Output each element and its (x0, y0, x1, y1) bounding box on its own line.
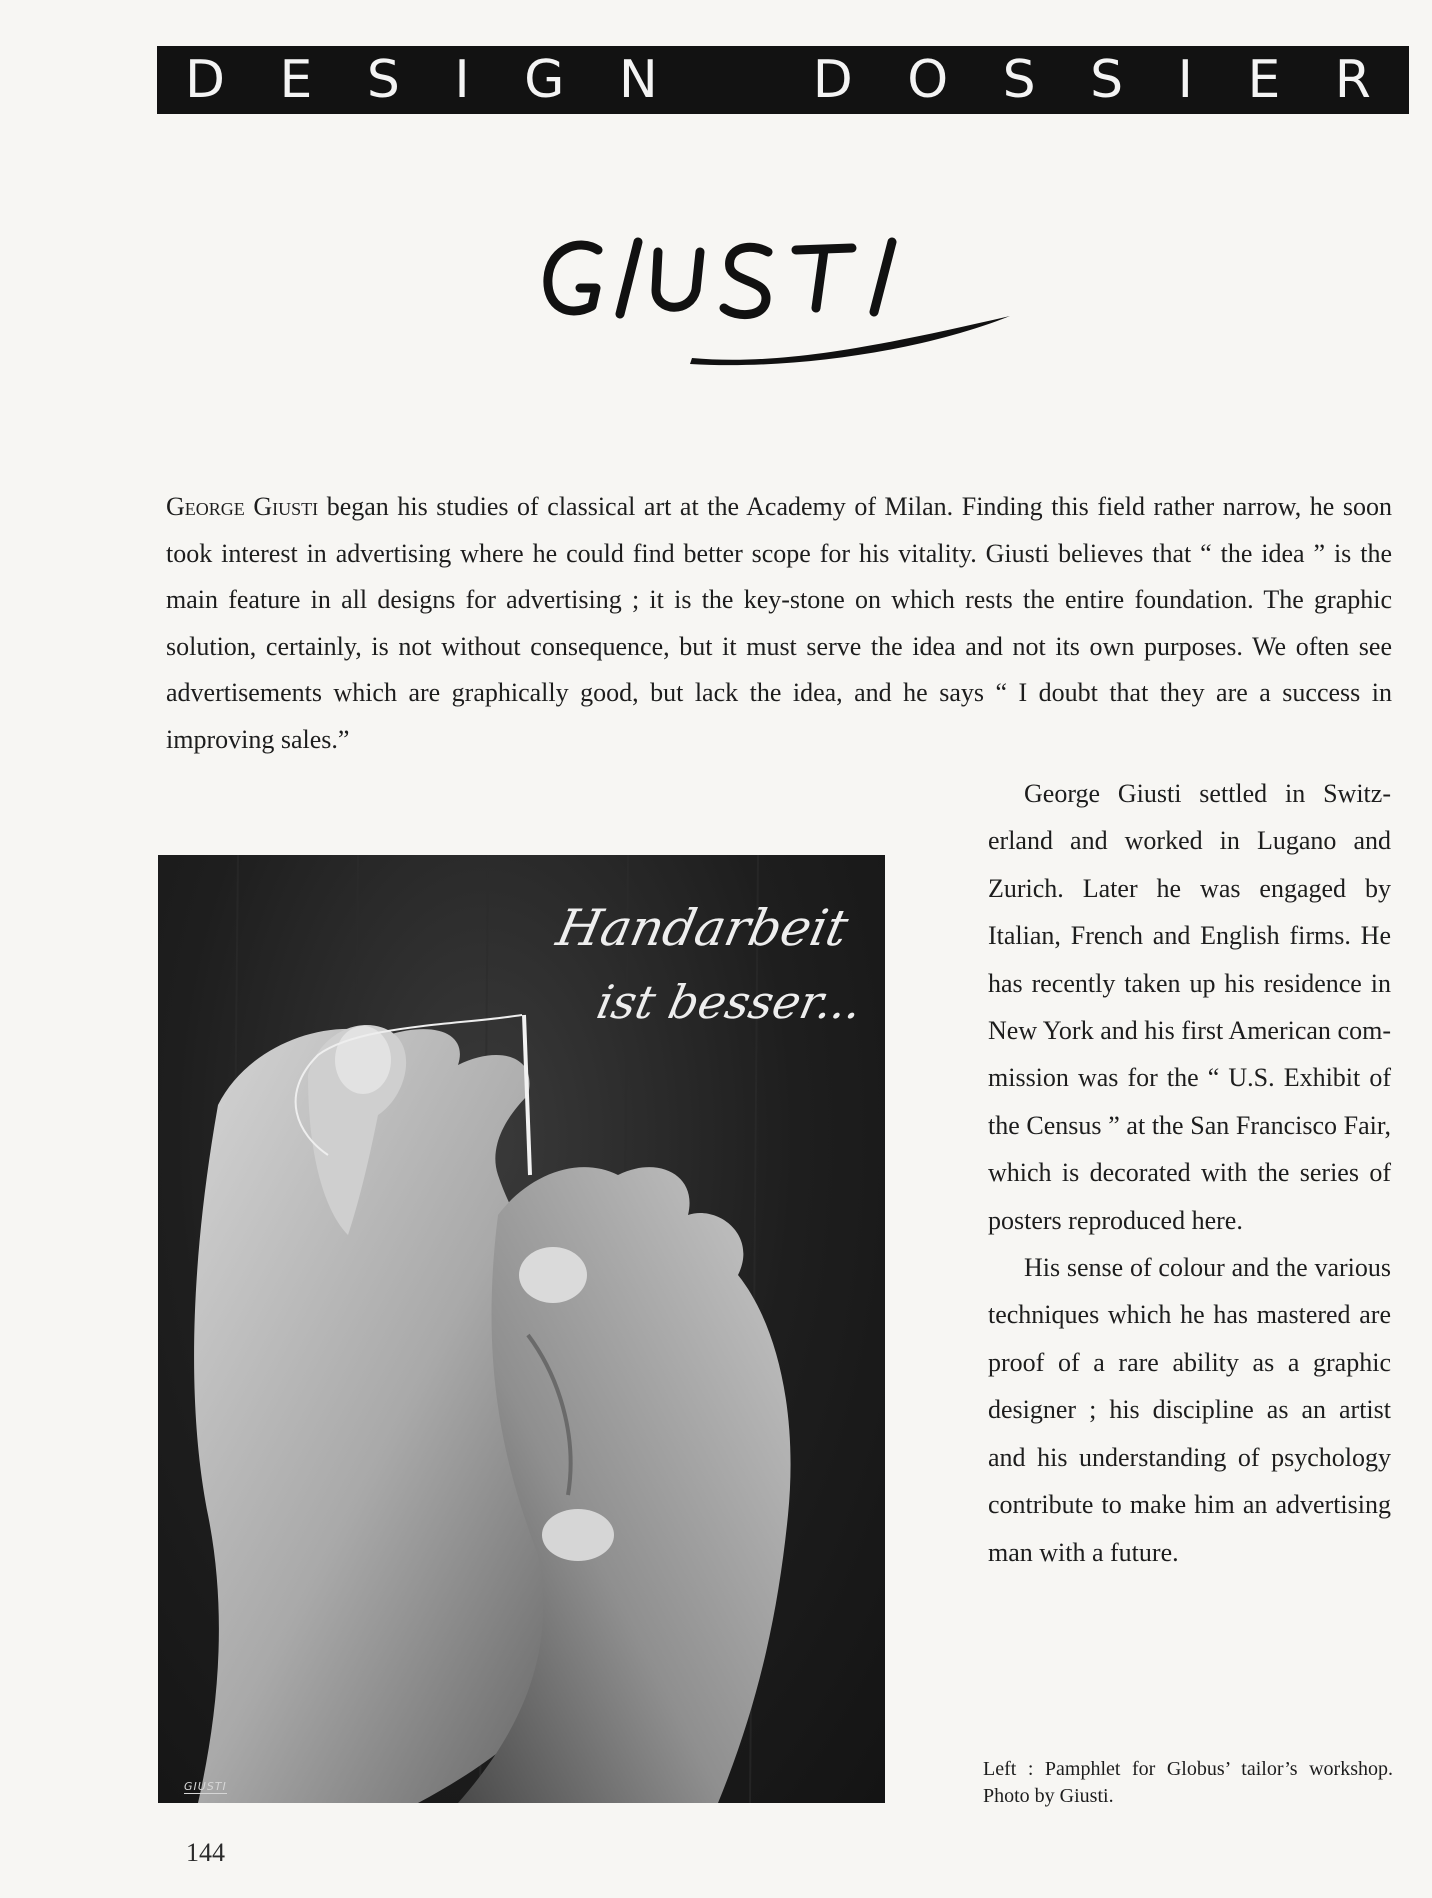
section-banner (157, 46, 1409, 114)
banner-letter: G (524, 50, 565, 110)
banner-letter: N (618, 50, 658, 110)
intro-paragraph (166, 484, 1392, 763)
photo-caption: Left : Pamphlet for Globus’ tailor’s workshop. Photo by Giusti. (983, 1758, 1393, 1807)
banner-letter: I (1177, 50, 1193, 110)
banner-letter: S (1090, 50, 1124, 110)
page-number: 144 (186, 1838, 225, 1867)
signature-graphic (540, 228, 1020, 378)
poster-signature-mark: GIUSTI (184, 1780, 227, 1793)
banner-letter: E (279, 50, 313, 110)
side-paragraph-2: His sense of colour and the various techniques which he has mastered are proof of a rare ability as a graphic designer ; his discipline as an artist and his understanding of psychology contribute to make him an advertising man with a future. (988, 1253, 1391, 1567)
banner-letter: S (366, 50, 400, 110)
banner-letter: D (812, 50, 853, 110)
poster-script-line2: ist besser... (592, 975, 868, 1029)
banner-letter: S (1002, 50, 1036, 110)
intro-text: began his studies of classical art at the Academy of Milan. Finding this field rather narrow, he soon took interest in advertising where he could find better scope for his vitality. Giusti believes that “ the idea ” is the main feature in all designs for advertising ; it is the key-stone on which rests the entire foundation. The graphic solution, certainly, is not without consequence, but it must serve the idea and not its own purposes. We often see advertisements which are graphically good, but lack the idea, and he says “ I doubt that they are a success in improving sales.” (166, 492, 1392, 754)
banner-letter: O (907, 50, 949, 110)
banner-letter: R (1334, 50, 1371, 110)
side-paragraph-1: George Giusti settled in Switzerland and worked in Lugano and Zurich. Later he was engaged by Italian, French and English firms. He has recently taken up his residence in New York and his first American commission was for the “ U.S. Exhibit of the Census ” at the San Francisco Fair, which is decorated with the series of posters reproduced here. (988, 779, 1391, 1235)
banner-letter: I (454, 50, 470, 110)
artist-signature (540, 228, 1020, 378)
banner-letter: D (185, 50, 226, 110)
poster-photo (158, 855, 885, 1803)
artist-name: George Giusti (166, 492, 319, 521)
poster-script-line1: Handarbeit (551, 899, 854, 957)
banner-letter: E (1247, 50, 1281, 110)
side-column (988, 770, 1391, 1576)
